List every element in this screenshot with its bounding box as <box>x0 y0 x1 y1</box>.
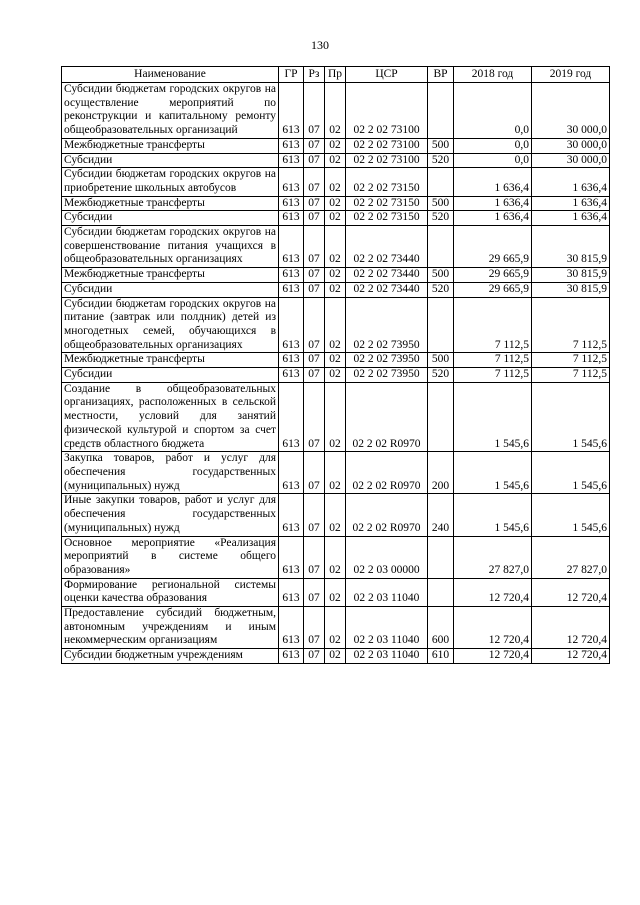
row-name: Предоставление субсидий бюджетным, автономным учреждениям и иным некоммерческим организациям <box>62 607 279 649</box>
row-name: Субсидии <box>62 368 279 383</box>
row-2019: 30 000,0 <box>532 138 610 153</box>
row-gr: 613 <box>279 607 304 649</box>
row-2019: 30 000,0 <box>532 153 610 168</box>
row-csr: 02 2 02 73100 <box>346 138 428 153</box>
row-pr: 02 <box>325 138 346 153</box>
row-pr: 02 <box>325 353 346 368</box>
row-csr: 02 2 02 R0970 <box>346 452 428 494</box>
row-pr: 02 <box>325 226 346 268</box>
row-pr: 02 <box>325 153 346 168</box>
row-vr: 600 <box>428 607 454 649</box>
row-rz: 07 <box>304 83 325 139</box>
row-rz: 07 <box>304 649 325 664</box>
row-gr: 613 <box>279 368 304 383</box>
row-gr: 613 <box>279 536 304 578</box>
row-csr: 02 2 02 73100 <box>346 83 428 139</box>
row-vr <box>428 536 454 578</box>
row-2019: 30 815,9 <box>532 282 610 297</box>
header-2018: 2018 год <box>454 67 532 83</box>
page-number: 130 <box>311 38 329 52</box>
table-row <box>62 168 610 196</box>
row-2019: 30 815,9 <box>532 226 610 268</box>
table-row <box>62 297 610 353</box>
row-csr: 02 2 02 73100 <box>346 153 428 168</box>
header-rz: Рз <box>304 67 325 83</box>
row-gr: 613 <box>279 83 304 139</box>
row-rz: 07 <box>304 196 325 211</box>
table-row <box>62 382 610 452</box>
row-2019: 1 636,4 <box>532 211 610 226</box>
row-rz: 07 <box>304 153 325 168</box>
row-vr <box>428 168 454 196</box>
row-gr: 613 <box>279 297 304 353</box>
row-gr: 613 <box>279 153 304 168</box>
table-row <box>62 226 610 268</box>
row-rz: 07 <box>304 168 325 196</box>
row-csr: 02 2 03 00000 <box>346 536 428 578</box>
row-name: Субсидии <box>62 153 279 168</box>
row-2018: 1 636,4 <box>454 196 532 211</box>
row-pr: 02 <box>325 382 346 452</box>
row-rz: 07 <box>304 211 325 226</box>
row-2018: 29 665,9 <box>454 268 532 283</box>
row-2018: 12 720,4 <box>454 607 532 649</box>
row-2018: 7 112,5 <box>454 297 532 353</box>
row-2019: 7 112,5 <box>532 353 610 368</box>
row-vr: 240 <box>428 494 454 536</box>
row-pr: 02 <box>325 368 346 383</box>
row-vr: 500 <box>428 353 454 368</box>
row-2019: 1 545,6 <box>532 452 610 494</box>
table-row <box>62 494 610 536</box>
row-name: Межбюджетные трансферты <box>62 353 279 368</box>
row-name: Основное мероприятие «Реализация мероприятий в системе общего образования» <box>62 536 279 578</box>
row-csr: 02 2 02 73440 <box>346 282 428 297</box>
row-gr: 613 <box>279 494 304 536</box>
table-row <box>62 282 610 297</box>
table-row <box>62 138 610 153</box>
row-vr: 500 <box>428 196 454 211</box>
row-gr: 613 <box>279 452 304 494</box>
row-pr: 02 <box>325 607 346 649</box>
row-2018: 1 545,6 <box>454 382 532 452</box>
row-2018: 29 665,9 <box>454 282 532 297</box>
row-2019: 12 720,4 <box>532 578 610 606</box>
row-2019: 1 545,6 <box>532 382 610 452</box>
row-pr: 02 <box>325 282 346 297</box>
row-name: Формирование региональной системы оценки качества образования <box>62 578 279 606</box>
table-row <box>62 368 610 383</box>
header-gr: ГР <box>279 67 304 83</box>
row-2019: 30 000,0 <box>532 83 610 139</box>
row-vr: 610 <box>428 649 454 664</box>
row-pr: 02 <box>325 536 346 578</box>
row-rz: 07 <box>304 353 325 368</box>
table-row <box>62 153 610 168</box>
table-row <box>62 83 610 139</box>
row-gr: 613 <box>279 138 304 153</box>
row-pr: 02 <box>325 297 346 353</box>
row-2018: 1 636,4 <box>454 211 532 226</box>
row-2018: 0,0 <box>454 138 532 153</box>
row-vr <box>428 83 454 139</box>
row-name: Субсидии бюджетам городских округов на питание (завтрак или полдник) детей из многодетных семей, обучающихся в общеобразовательных организациях <box>62 297 279 353</box>
row-2019: 1 636,4 <box>532 196 610 211</box>
row-2018: 7 112,5 <box>454 368 532 383</box>
row-name: Субсидии бюджетам городских округов на приобретение школьных автобусов <box>62 168 279 196</box>
table-row <box>62 211 610 226</box>
row-vr: 520 <box>428 368 454 383</box>
row-rz: 07 <box>304 382 325 452</box>
row-gr: 613 <box>279 196 304 211</box>
row-2019: 7 112,5 <box>532 368 610 383</box>
table-header-row <box>62 67 610 83</box>
row-name: Создание в общеобразовательных организациях, расположенных в сельской местности, условий для занятий физической культурой и спортом за счет средств областного бюджета <box>62 382 279 452</box>
row-2018: 1 636,4 <box>454 168 532 196</box>
row-2018: 29 665,9 <box>454 226 532 268</box>
header-vr: ВР <box>428 67 454 83</box>
row-csr: 02 2 02 73440 <box>346 268 428 283</box>
row-gr: 613 <box>279 382 304 452</box>
row-pr: 02 <box>325 211 346 226</box>
row-2018: 0,0 <box>454 83 532 139</box>
header-csr: ЦСР <box>346 67 428 83</box>
row-rz: 07 <box>304 536 325 578</box>
row-csr: 02 2 02 73950 <box>346 368 428 383</box>
row-csr: 02 2 02 73440 <box>346 226 428 268</box>
row-gr: 613 <box>279 649 304 664</box>
row-pr: 02 <box>325 168 346 196</box>
row-2018: 27 827,0 <box>454 536 532 578</box>
row-rz: 07 <box>304 607 325 649</box>
row-rz: 07 <box>304 578 325 606</box>
row-rz: 07 <box>304 297 325 353</box>
row-rz: 07 <box>304 268 325 283</box>
row-vr <box>428 578 454 606</box>
row-rz: 07 <box>304 138 325 153</box>
table-row <box>62 353 610 368</box>
row-vr: 520 <box>428 211 454 226</box>
row-pr: 02 <box>325 268 346 283</box>
row-vr: 520 <box>428 153 454 168</box>
row-name: Субсидии бюджетным учреждениям <box>62 649 279 664</box>
row-name: Субсидии бюджетам городских округов на осуществление мероприятий по реконструкции и капитальному ремонту общеобразовательных организаций <box>62 83 279 139</box>
row-2018: 12 720,4 <box>454 649 532 664</box>
header-pr: Пр <box>325 67 346 83</box>
table-row <box>62 649 610 664</box>
row-pr: 02 <box>325 494 346 536</box>
row-rz: 07 <box>304 226 325 268</box>
row-gr: 613 <box>279 211 304 226</box>
row-csr: 02 2 02 73950 <box>346 297 428 353</box>
row-vr: 200 <box>428 452 454 494</box>
row-rz: 07 <box>304 368 325 383</box>
row-2018: 7 112,5 <box>454 353 532 368</box>
table-row <box>62 452 610 494</box>
row-vr: 500 <box>428 138 454 153</box>
row-pr: 02 <box>325 649 346 664</box>
row-csr: 02 2 02 R0970 <box>346 494 428 536</box>
budget-table <box>61 66 610 664</box>
row-pr: 02 <box>325 83 346 139</box>
row-name: Субсидии <box>62 211 279 226</box>
row-csr: 02 2 03 11040 <box>346 607 428 649</box>
row-2018: 1 545,6 <box>454 452 532 494</box>
row-name: Межбюджетные трансферты <box>62 196 279 211</box>
row-csr: 02 2 03 11040 <box>346 578 428 606</box>
table-row <box>62 196 610 211</box>
row-name: Иные закупки товаров, работ и услуг для обеспечения государственных (муниципальных) нужд <box>62 494 279 536</box>
row-gr: 613 <box>279 168 304 196</box>
row-name: Субсидии <box>62 282 279 297</box>
row-csr: 02 2 02 R0970 <box>346 382 428 452</box>
row-gr: 613 <box>279 282 304 297</box>
table-row <box>62 578 610 606</box>
row-pr: 02 <box>325 452 346 494</box>
row-csr: 02 2 02 73150 <box>346 211 428 226</box>
table-row <box>62 607 610 649</box>
row-2019: 30 815,9 <box>532 268 610 283</box>
row-2019: 27 827,0 <box>532 536 610 578</box>
row-vr <box>428 382 454 452</box>
row-2018: 12 720,4 <box>454 578 532 606</box>
row-2019: 12 720,4 <box>532 607 610 649</box>
row-name: Субсидии бюджетам городских округов на совершенствование питания учащихся в общеобразовательных организациях <box>62 226 279 268</box>
row-csr: 02 2 02 73150 <box>346 196 428 211</box>
header-2019: 2019 год <box>532 67 610 83</box>
table-body <box>62 83 610 664</box>
row-csr: 02 2 03 11040 <box>346 649 428 664</box>
row-vr <box>428 226 454 268</box>
row-rz: 07 <box>304 282 325 297</box>
row-2019: 1 636,4 <box>532 168 610 196</box>
row-pr: 02 <box>325 196 346 211</box>
table-row <box>62 536 610 578</box>
row-gr: 613 <box>279 268 304 283</box>
row-vr: 500 <box>428 268 454 283</box>
row-2019: 1 545,6 <box>532 494 610 536</box>
table-row <box>62 268 610 283</box>
row-name: Межбюджетные трансферты <box>62 268 279 283</box>
row-rz: 07 <box>304 494 325 536</box>
row-csr: 02 2 02 73150 <box>346 168 428 196</box>
row-pr: 02 <box>325 578 346 606</box>
row-rz: 07 <box>304 452 325 494</box>
row-2019: 12 720,4 <box>532 649 610 664</box>
row-2019: 7 112,5 <box>532 297 610 353</box>
row-vr <box>428 297 454 353</box>
row-name: Закупка товаров, работ и услуг для обеспечения государственных (муниципальных) нужд <box>62 452 279 494</box>
row-csr: 02 2 02 73950 <box>346 353 428 368</box>
row-gr: 613 <box>279 226 304 268</box>
row-2018: 0,0 <box>454 153 532 168</box>
row-gr: 613 <box>279 578 304 606</box>
header-name: Наименование <box>62 67 279 83</box>
row-gr: 613 <box>279 353 304 368</box>
row-2018: 1 545,6 <box>454 494 532 536</box>
row-vr: 520 <box>428 282 454 297</box>
row-name: Межбюджетные трансферты <box>62 138 279 153</box>
